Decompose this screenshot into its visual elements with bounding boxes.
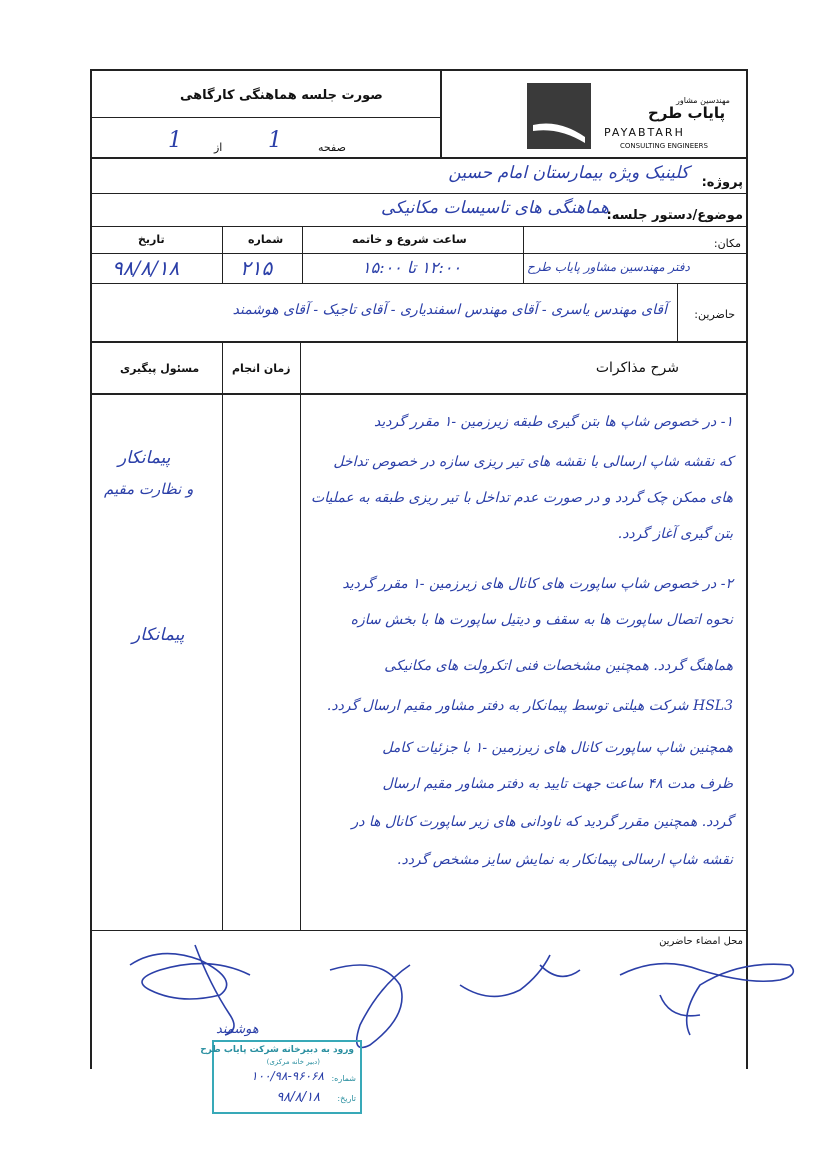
discussion-line: ظرف مدت ۴۸ ساعت جهت تایید به دفتر مشاور مقیم ارسال [382, 776, 733, 792]
receipt-stamp [200, 1040, 362, 1114]
logo-mark [527, 83, 591, 149]
signatures-label: محل امضاء حاضرین [659, 936, 743, 947]
of-label: از [214, 141, 223, 154]
signature-scribbles [100, 925, 800, 1065]
number-label: شماره [248, 233, 284, 246]
stamp-date-value: ۹۸/۸/۱۸ [276, 1090, 320, 1105]
discussion-header: شرح مذاکرات [595, 360, 679, 376]
stamp-title: ورود به دبیرخانه شرکت پایاب طرح [200, 1045, 354, 1055]
page-number: 1 [268, 128, 282, 153]
subject-label: موضوع/دستور جلسه: [606, 208, 743, 223]
time-label: ساعت شروع و خاتمه [352, 233, 467, 246]
responsible-item: پیمانکار [118, 448, 171, 468]
place-label: مکان: [713, 237, 741, 250]
page-label: صفحه [318, 141, 346, 154]
place-value: دفتر مهندسین مشاور پایاب طرح [527, 260, 690, 274]
date-label: تاریخ [138, 233, 165, 246]
stamp-subtitle: (دبیر خانه مرکزی) [266, 1058, 320, 1066]
discussion-line: های ممکن چک گردد و در صورت عدم تداخل با تیر ریزی طبقه به عملیات [311, 490, 733, 506]
stamp-number-value: ۱۰۰/۹۸-۹۶۰۶۸ [251, 1069, 324, 1083]
signer-name: هوشمند [216, 1022, 259, 1037]
logo-name-fa: پایاب طرح [648, 104, 726, 122]
date-value: ۹۸/۸/۱۸ [112, 256, 180, 280]
discussion-line: بتن گیری آغاز گردد. [617, 526, 733, 542]
subject-value: هماهنگی های تاسیسات مکانیکی [380, 198, 609, 218]
discussion-line: نقشه شاپ ارسالی پیمانکار به نمایش سایز مشخص گردد. [397, 852, 733, 868]
responsible-item: پیمانکار [132, 625, 185, 645]
form-title: صورت جلسه هماهنگی کارگاهی [180, 88, 383, 103]
discussion-line: گردد. همچنین مقرر گردید که ناودانی های زیر ساپورت کانال ها در [351, 814, 733, 830]
deadline-header: زمان انجام [232, 362, 291, 375]
discussion-line: HSL3 شرکت هیلتی توسط پیمانکار به دفتر مشاور مقیم ارسال گردد. [326, 698, 733, 714]
responsible-item-secondary: و نظارت مقیم [104, 480, 194, 498]
project-value: کلینیک ویژه بیمارستان امام حسین [448, 163, 689, 183]
project-label: پروژه: [701, 175, 743, 190]
number-value: ۲۱۵ [240, 256, 273, 280]
logo-tagline: مهندسین مشاور [676, 96, 730, 105]
discussion-line: ۲- در خصوص شاپ ساپورت های کانال های زیرزمین -۱ مقرر گردید [342, 576, 733, 592]
discussion-line: هماهنگ گردد. همچنین مشخصات فنی اتکرولت های مکانیکی [384, 658, 733, 674]
stamp-date-label: تاریخ: [337, 1094, 356, 1103]
page-total: 1 [168, 128, 182, 153]
discussion-line: که نقشه شاپ ارسالی با نقشه های تیر ریزی سازه در خصوص تداخل [333, 454, 733, 470]
logo-subtitle-en: CONSULTING ENGINEERS [620, 142, 708, 150]
stamp-number-label: شماره: [331, 1074, 356, 1083]
attendees-label: حاضرین: [694, 308, 735, 321]
discussion-line: همچنین شاپ ساپورت کانال های زیرزمین -۱ با جزئیات کامل [382, 740, 733, 756]
time-value: ۱۲:۰۰ تا ۱۵:۰۰ [362, 258, 462, 277]
discussion-line: نحوه اتصال ساپورت ها به سقف و دیتیل ساپورت ها با بخش سازه [350, 612, 733, 628]
attendees-value: آقای مهندس یاسری - آقای مهندس اسفندیاری - آقای تاجیک - آقای هوشمند [232, 302, 667, 318]
logo-name-en: PAYABTARH [604, 126, 685, 139]
discussion-line: ۱- در خصوص شاپ ها بتن گیری طبقه زیرزمین -۱ مقرر گردید [373, 414, 733, 430]
responsible-header: مسئول پیگیری [120, 362, 200, 375]
